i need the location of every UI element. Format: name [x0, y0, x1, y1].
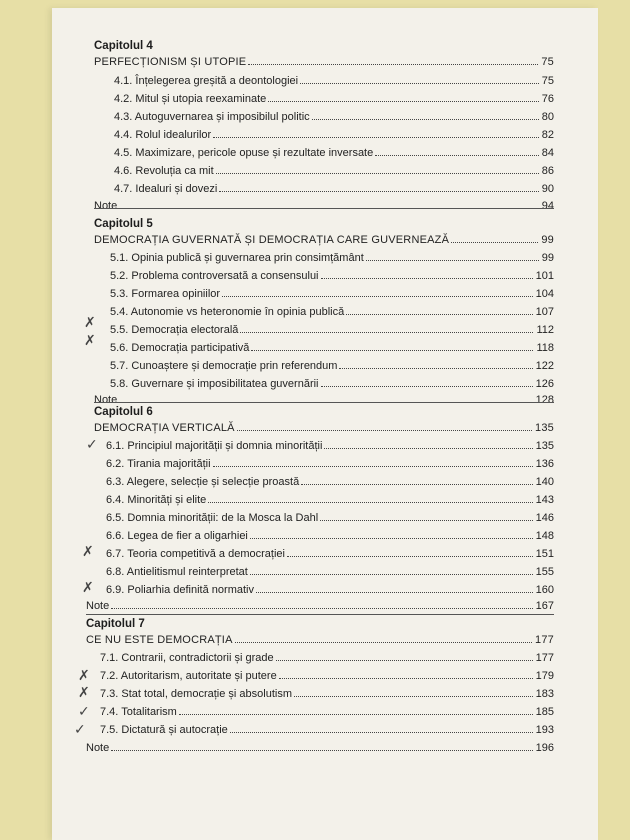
page-number: 128	[535, 394, 554, 406]
chapter-title: PERFECȚIONISM ȘI UTOPIE	[94, 56, 247, 68]
chapter-title: DEMOCRAȚIA GUVERNATĂ ȘI DEMOCRAȚIA CARE GUVERNEAZĂ	[94, 234, 450, 246]
dot-leader	[256, 592, 533, 593]
page-number: 155	[535, 566, 554, 578]
entry-text: 7.2. Autoritarism, autoritate și putere	[100, 670, 277, 682]
page-number: 104	[535, 288, 554, 300]
entry-text: 4.2. Mitul și utopia reexaminate	[114, 93, 267, 105]
page-number: 80	[541, 111, 554, 123]
dot-leader	[213, 466, 533, 467]
dot-leader	[294, 696, 533, 697]
toc-entry	[106, 562, 554, 578]
toc-entry	[114, 89, 554, 105]
dot-leader	[276, 660, 533, 661]
dot-leader	[248, 64, 538, 65]
chapter-divider	[86, 614, 554, 615]
entry-text: 5.2. Problema controversată a consensului	[110, 270, 319, 282]
dot-leader	[111, 608, 532, 609]
page-number: 75	[541, 56, 554, 68]
chapter-divider	[94, 402, 554, 403]
page-number: 160	[535, 584, 554, 596]
entry-text: 6.6. Legea de fier a oligarhiei	[106, 530, 248, 542]
pencil-check-mark: ✓	[86, 437, 98, 453]
dot-leader	[250, 574, 533, 575]
page-number: 177	[535, 652, 554, 664]
dot-leader	[366, 260, 539, 261]
dot-leader	[219, 191, 538, 192]
entry-text: 6.8. Antielitismul reinterpretat	[106, 566, 248, 578]
dot-leader	[179, 714, 533, 715]
page-number: 179	[535, 670, 554, 682]
toc-entry	[110, 338, 554, 354]
pencil-x-mark: ✗	[84, 333, 96, 349]
notes-label: Note	[86, 600, 110, 612]
dot-leader	[375, 155, 539, 156]
chapter-label: Capitolul 6	[94, 406, 153, 418]
toc-entry	[114, 125, 554, 141]
toc-entry	[114, 143, 554, 159]
entry-text: 4.4. Rolul idealurilor	[114, 129, 212, 141]
toc-entry	[100, 648, 554, 664]
entry-text: 4.5. Maximizare, pericole opuse și rezultate inversate	[114, 147, 374, 159]
page-number: 146	[535, 512, 554, 524]
chapter-title-row	[86, 630, 554, 646]
chapter-title-row	[94, 52, 554, 68]
entry-text: 4.7. Idealuri și dovezi	[114, 183, 218, 195]
chapter-divider	[94, 208, 554, 209]
notes-row	[94, 390, 554, 406]
page-number: 86	[541, 165, 554, 177]
page-number: 90	[541, 183, 554, 195]
toc-entry	[106, 544, 554, 560]
dot-leader	[312, 119, 539, 120]
entry-text: 7.5. Dictatură și autocrație	[100, 724, 228, 736]
page-number: 84	[541, 147, 554, 159]
dot-leader	[321, 278, 533, 279]
notes-row	[86, 738, 554, 754]
pencil-check-mark: ✓	[78, 704, 90, 720]
entry-text: 5.5. Democrația electorală	[110, 324, 239, 336]
pencil-x-mark: ✗	[78, 668, 90, 684]
page-number: 112	[536, 324, 554, 336]
toc-entry	[114, 179, 554, 195]
toc-entry	[100, 702, 554, 718]
entry-text: 7.4. Totalitarism	[100, 706, 177, 718]
entry-text: 4.1. Înțelegerea greșită a deontologiei	[114, 75, 299, 87]
toc-entry	[106, 472, 554, 488]
pencil-x-mark: ✗	[78, 685, 90, 701]
entry-text: 6.2. Tirania majorității	[106, 458, 211, 470]
entry-text: 7.1. Contrarii, contradictorii și grade	[100, 652, 274, 664]
entry-text: 6.3. Alegere, selecție și selecție proastă	[106, 476, 300, 488]
page-number: 122	[535, 360, 554, 372]
pencil-x-mark: ✗	[82, 544, 94, 560]
chapter-label: Capitolul 4	[94, 40, 153, 52]
page-number: 183	[535, 688, 554, 700]
toc-entry	[106, 490, 554, 506]
toc-entry	[114, 71, 554, 87]
page-number: 101	[535, 270, 554, 282]
page-number: 75	[541, 75, 554, 87]
toc-entry	[110, 284, 554, 300]
entry-text: 5.7. Cunoaștere și democrație prin referendum	[110, 360, 338, 372]
entry-text: 4.3. Autoguvernarea și imposibilul politic	[114, 111, 310, 123]
dot-leader	[250, 538, 533, 539]
page-number: 136	[535, 458, 554, 470]
dot-leader	[111, 750, 532, 751]
entry-text: 5.4. Autonomie vs heteronomie în opinia publică	[110, 306, 345, 318]
dot-leader	[300, 83, 539, 84]
dot-leader	[216, 173, 539, 174]
chapter-title-row	[94, 418, 554, 434]
page-number: 118	[536, 342, 554, 354]
dot-leader	[268, 101, 539, 102]
dot-leader	[222, 296, 533, 297]
entry-text: 5.8. Guvernare și imposibilitatea guvernării	[110, 378, 319, 390]
entry-text: 5.6. Democrația participativă	[110, 342, 250, 354]
entry-text: 6.4. Minorități și elite	[106, 494, 207, 506]
toc-entry	[106, 580, 554, 596]
toc-entry	[106, 436, 554, 452]
notes-label: Note	[94, 200, 118, 212]
notes-row	[86, 596, 554, 612]
dot-leader	[251, 350, 533, 351]
entry-text: 6.9. Poliarhia definită normativ	[106, 584, 254, 596]
dot-leader	[240, 332, 533, 333]
pencil-check-mark: ✓	[74, 722, 86, 738]
dot-leader	[208, 502, 532, 503]
toc-entry	[100, 720, 554, 736]
dot-leader	[339, 368, 532, 369]
chapter-title: DEMOCRAȚIA VERTICALĂ	[94, 422, 235, 434]
page-number: 196	[535, 742, 554, 754]
toc-entry	[100, 666, 554, 682]
dot-leader	[230, 732, 533, 733]
page-number: 126	[535, 378, 554, 390]
page-number: 135	[535, 440, 554, 452]
entry-text: 5.1. Opinia publică și guvernarea prin consimțământ	[110, 252, 364, 264]
notes-label: Note	[86, 742, 110, 754]
toc-entry	[106, 526, 554, 542]
page-number: 140	[535, 476, 554, 488]
toc-entry	[110, 302, 554, 318]
dot-leader	[237, 430, 532, 431]
page-number: 177	[535, 634, 554, 646]
entry-text: 6.5. Domnia minorității: de la Mosca la Dahl	[106, 512, 319, 524]
toc-entry	[110, 320, 554, 336]
pencil-x-mark: ✗	[84, 315, 96, 331]
page-number: 135	[535, 422, 554, 434]
page-number: 148	[535, 530, 554, 542]
toc-entry	[100, 684, 554, 700]
page-number: 185	[535, 706, 554, 718]
toc-entry	[106, 508, 554, 524]
chapter-label: Capitolul 7	[86, 618, 145, 630]
toc-entry	[110, 374, 554, 390]
page-number: 151	[535, 548, 554, 560]
page-number: 94	[541, 200, 554, 212]
dot-leader	[213, 137, 539, 138]
page-number: 167	[535, 600, 554, 612]
entry-text: 5.3. Formarea opiniilor	[110, 288, 221, 300]
toc-entry	[110, 248, 554, 264]
entry-text: 6.7. Teoria competitivă a democrației	[106, 548, 285, 560]
page-number: 107	[535, 306, 554, 318]
entry-text: 4.6. Revoluția ca mit	[114, 165, 214, 177]
dot-leader	[451, 242, 538, 243]
page-number: 143	[535, 494, 554, 506]
entry-text: 6.1. Principiul majorității și domnia minorității	[106, 440, 323, 452]
toc-entry	[110, 266, 554, 282]
notes-row	[94, 196, 554, 212]
dot-leader	[301, 484, 532, 485]
chapter-label: Capitolul 5	[94, 218, 153, 230]
page-number: 76	[541, 93, 554, 105]
chapter-title: CE NU ESTE DEMOCRAȚIA	[86, 634, 233, 646]
dot-leader	[346, 314, 532, 315]
notes-label: Note	[94, 394, 118, 406]
dot-leader	[287, 556, 533, 557]
entry-text: 7.3. Stat total, democrație și absolutism	[100, 688, 292, 700]
toc-entry	[114, 107, 554, 123]
dot-leader	[321, 386, 533, 387]
toc-entry	[106, 454, 554, 470]
dot-leader	[320, 520, 532, 521]
pencil-x-mark: ✗	[82, 580, 94, 596]
dot-leader	[279, 678, 533, 679]
dot-leader	[235, 642, 532, 643]
page-number: 193	[535, 724, 554, 736]
page-number: 99	[541, 252, 554, 264]
page-number: 99	[541, 234, 554, 246]
chapter-title-row	[94, 230, 554, 246]
toc-entry	[110, 356, 554, 372]
toc-entry	[114, 161, 554, 177]
page-number: 82	[541, 129, 554, 141]
dot-leader	[324, 448, 532, 449]
